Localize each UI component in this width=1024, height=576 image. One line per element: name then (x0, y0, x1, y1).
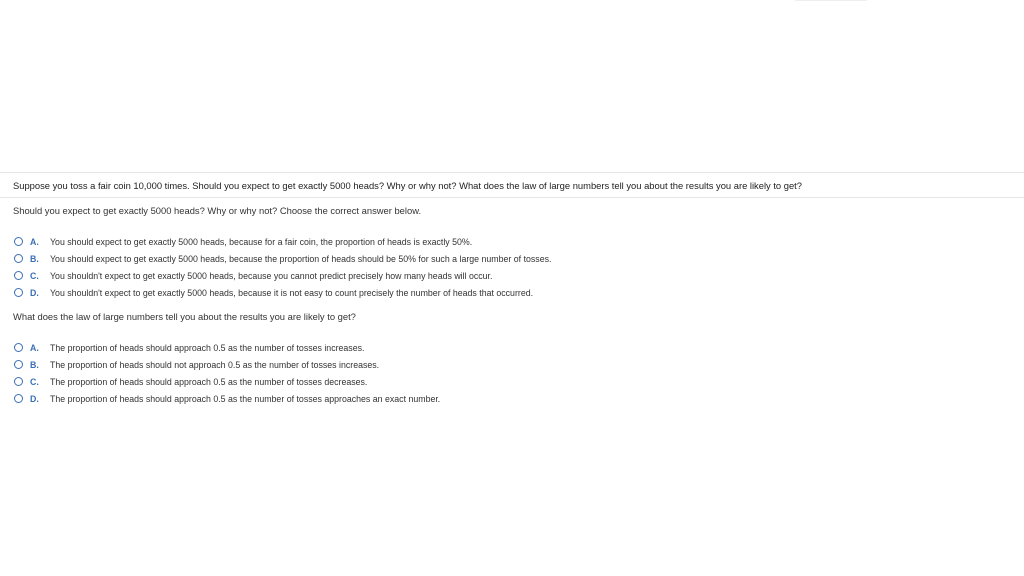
option-letter: B. (30, 253, 39, 264)
part2-option-c[interactable] (14, 373, 440, 390)
question-header (0, 172, 1024, 198)
part1-option-d[interactable] (14, 284, 551, 301)
option-letter: D. (30, 393, 39, 404)
radio-button[interactable] (14, 237, 23, 246)
option-text: You shouldn't expect to get exactly 5000 heads, because it is not easy to count precisely the number of heads that occurred. (50, 287, 534, 298)
option-letter: C. (30, 270, 39, 281)
part2-option-d[interactable] (14, 390, 440, 407)
option-text: The proportion of heads should approach 0.5 as the number of tosses decreases. (50, 376, 368, 387)
part2-option-b[interactable] (14, 356, 440, 373)
option-text: The proportion of heads should approach 0.5 as the number of tosses increases. (50, 342, 365, 353)
radio-button[interactable] (14, 254, 23, 263)
part1-option-c[interactable] (14, 267, 551, 284)
radio-button[interactable] (14, 288, 23, 297)
option-text: You shouldn't expect to get exactly 5000 heads, because you cannot predict precisely how many heads will occur. (50, 270, 493, 281)
part2-options (14, 339, 440, 407)
option-letter: D. (30, 287, 39, 298)
part1-option-b[interactable] (14, 250, 551, 267)
part1-options (14, 233, 551, 301)
top-divider (795, 0, 867, 1)
part2-option-a[interactable] (14, 339, 440, 356)
option-letter: A. (30, 236, 39, 247)
question-text: Suppose you toss a fair coin 10,000 times. Should you expect to get exactly 5000 heads? Why or why not? What does the law of large numbers tell you about the results you are likely to get? (13, 180, 802, 191)
option-text: You should expect to get exactly 5000 heads, because the proportion of heads should be 50% for such a large number of tosses. (50, 253, 552, 264)
radio-button[interactable] (14, 394, 23, 403)
radio-button[interactable] (14, 271, 23, 280)
option-letter: A. (30, 342, 39, 353)
radio-button[interactable] (14, 343, 23, 352)
part1-prompt: Should you expect to get exactly 5000 heads? Why or why not? Choose the correct answer below. (13, 205, 422, 216)
option-letter: C. (30, 376, 39, 387)
part2-prompt: What does the law of large numbers tell you about the results you are likely to get? (13, 311, 356, 322)
option-text: The proportion of heads should not approach 0.5 as the number of tosses increases. (50, 359, 380, 370)
option-letter: B. (30, 359, 39, 370)
radio-button[interactable] (14, 377, 23, 386)
part1-option-a[interactable] (14, 233, 551, 250)
option-text: The proportion of heads should approach 0.5 as the number of tosses approaches an exact number. (50, 393, 441, 404)
option-text: You should expect to get exactly 5000 heads, because for a fair coin, the proportion of heads is exactly 50%. (50, 236, 473, 247)
radio-button[interactable] (14, 360, 23, 369)
